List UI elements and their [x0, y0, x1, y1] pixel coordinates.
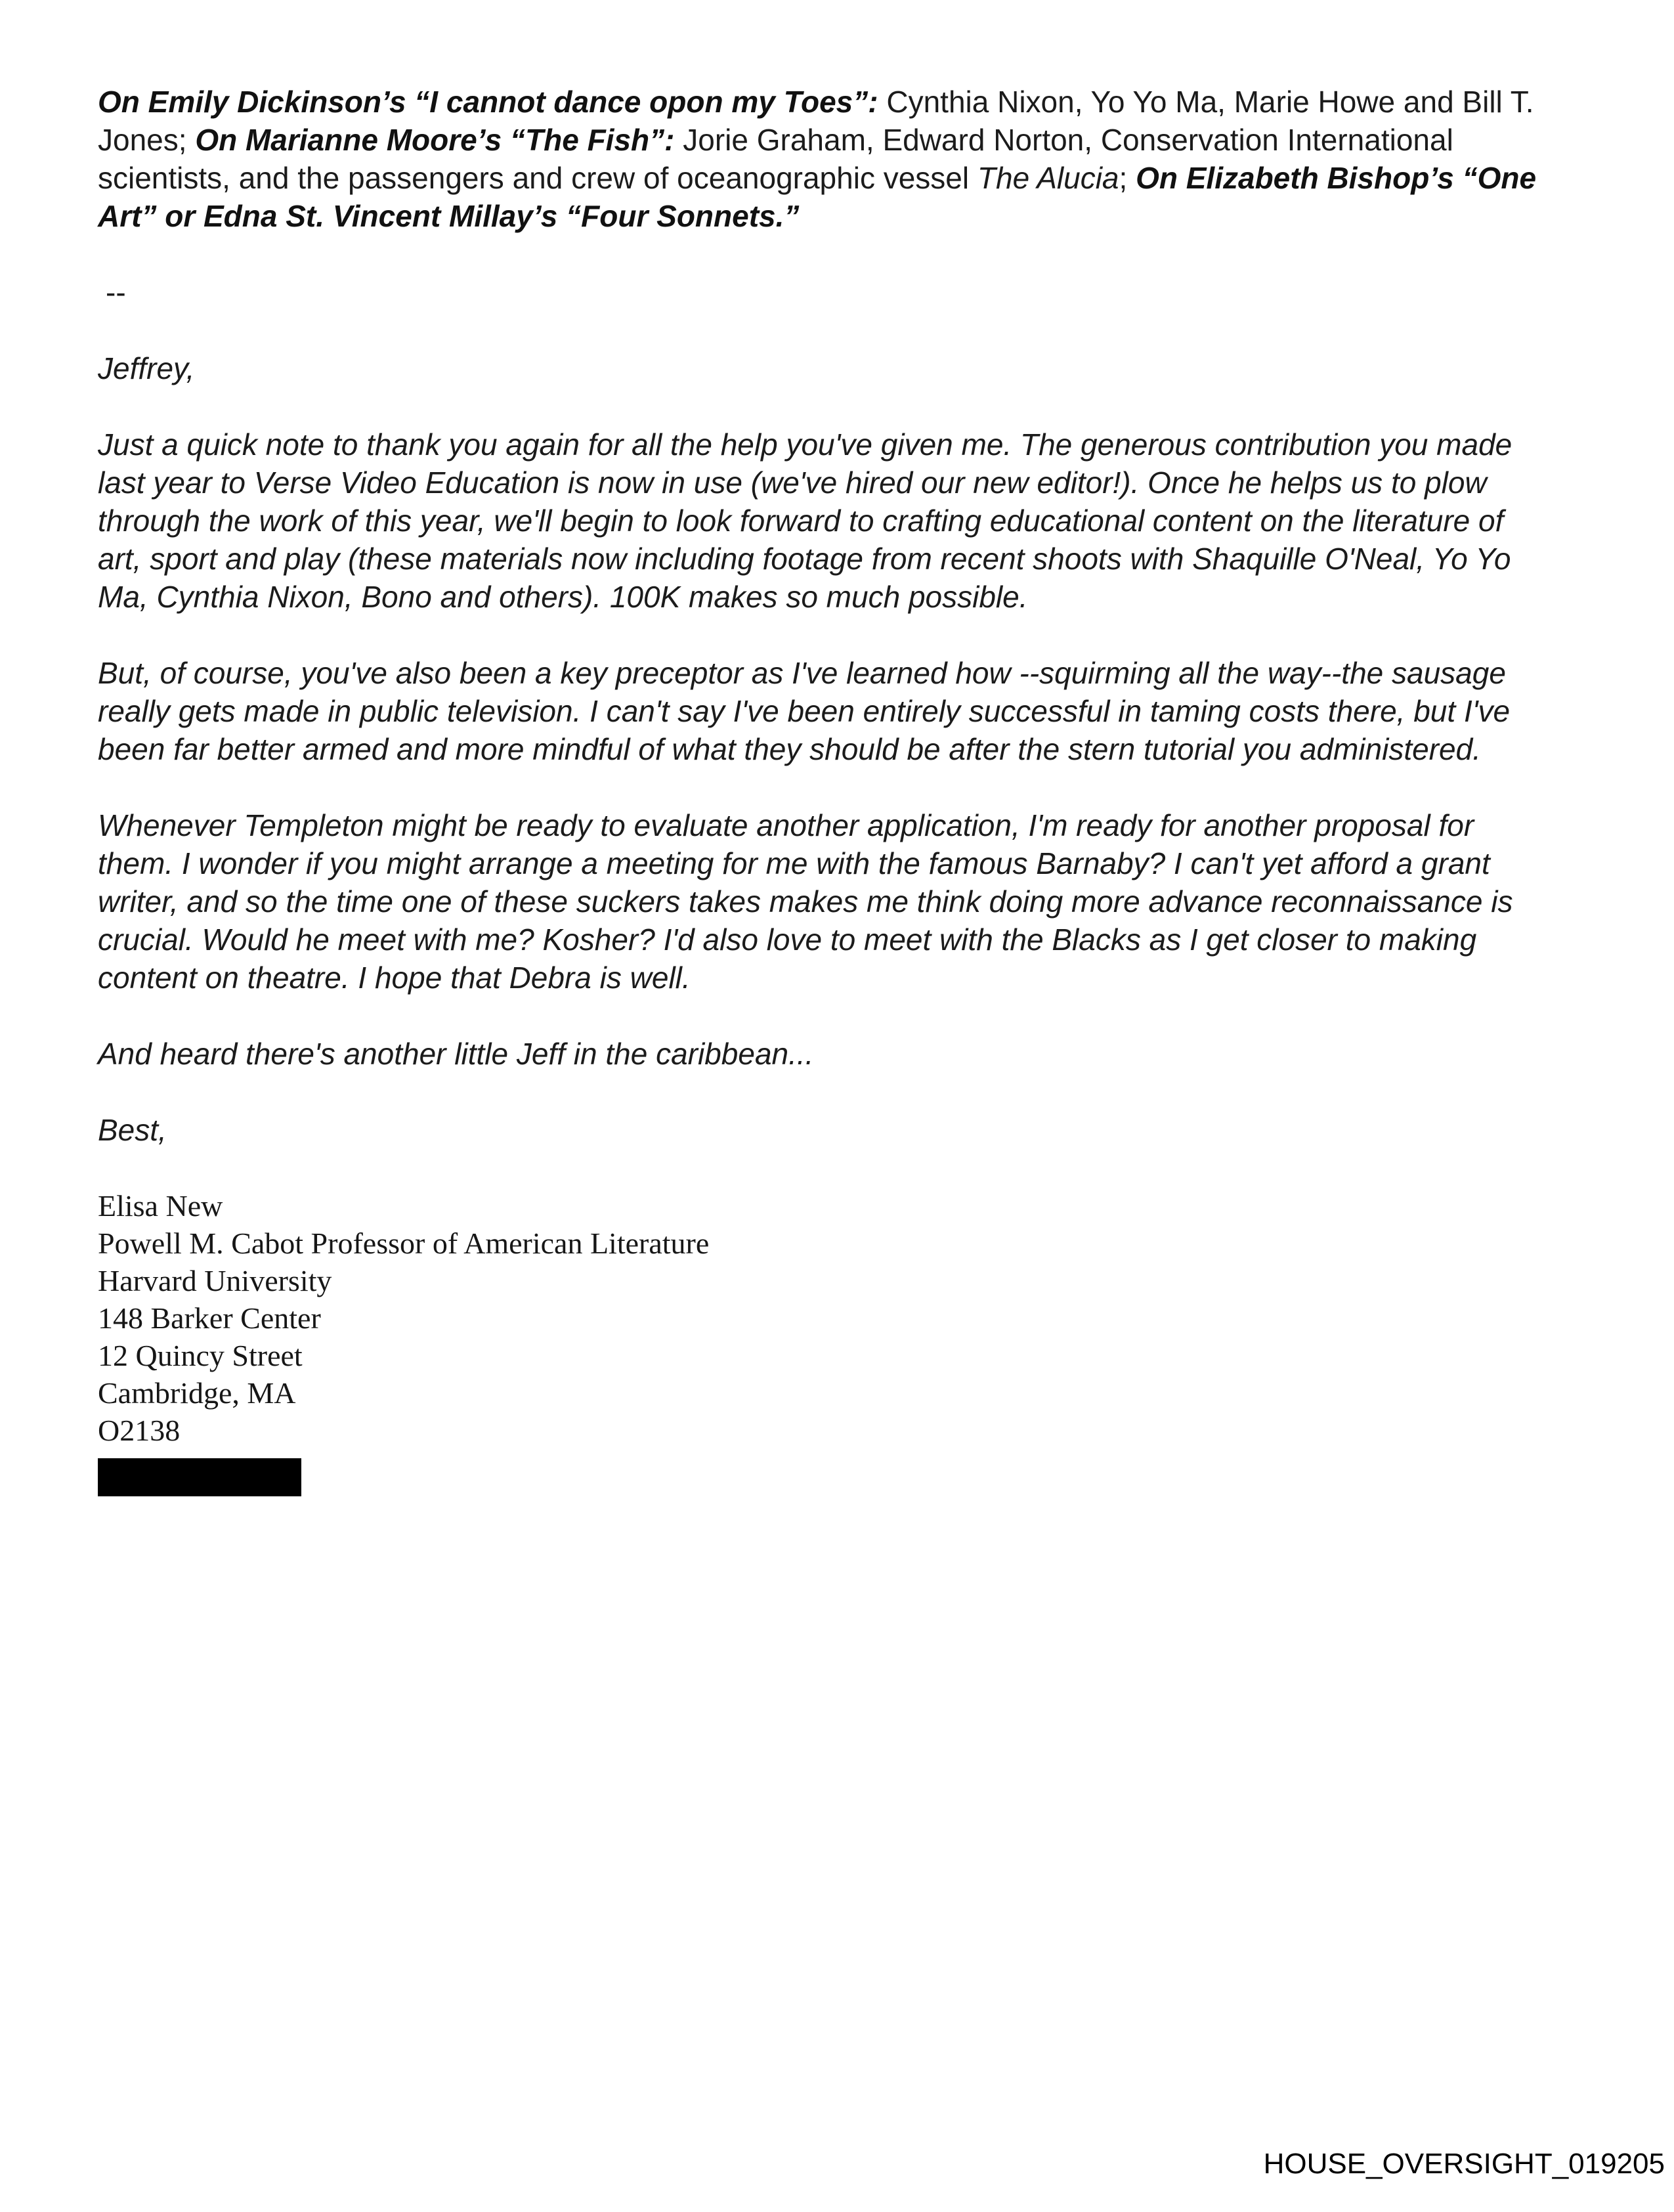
redaction-bar: [98, 1458, 301, 1496]
header-cast-dickinson: Cynthia Nixon, Yo Yo Ma, Marie Howe and Bill T. Jones;: [98, 85, 1534, 157]
signature-institution: Harvard University: [98, 1264, 332, 1297]
signature-address-line-2: 12 Quincy Street: [98, 1339, 303, 1372]
header-separator-semicolon: ;: [1119, 161, 1136, 195]
signature-zip: O2138: [98, 1414, 181, 1447]
signature-name: Elisa New: [98, 1189, 223, 1223]
vessel-name: The Alucia: [977, 161, 1119, 195]
body-paragraph-3: Whenever Templeton might be ready to evaluate another application, I'm ready for another proposal for them. I wonder if you might arrange a meeting for me with the famous Barnaby? I can't yet afford a grant writer, and so the time one of these suckers takes makes me think doing more advance reconnaissance is crucial. Would he meet with me? Kosher? I'd also love to meet with the Blacks as I get closer to making content on theatre. I hope that Debra is well.: [98, 808, 1513, 995]
letter-content: [98, 83, 1554, 1496]
closing: Best,: [98, 1113, 167, 1147]
header-title-bishop-millay: On Elizabeth Bishop’s “One Art” or Edna St. Vincent Millay’s “Four Sonnets.”: [98, 161, 1537, 233]
signature-title: Powell M. Cabot Professor of American Literature: [98, 1226, 710, 1260]
header-paragraph: [98, 83, 1554, 235]
signature-address-line-1: 148 Barker Center: [98, 1301, 321, 1335]
salutation: Jeffrey,: [98, 351, 195, 385]
body-paragraph-1: Just a quick note to thank you again for all the help you've given me. The generous contribution you made last year to Verse Video Education is now in use (we've hired our new editor!). Once he helps us to plow through the work of this year, we'll begin to look forward to crafting educational content on the literature of art, sport and play (these materials now including footage from recent shoots with Shaquille O'Neal, Yo Yo Ma, Cynthia Nixon, Bono and others). 100K makes so much possible.: [98, 427, 1513, 614]
signature-block: [98, 1187, 1554, 1449]
header-title-dickinson: On Emily Dickinson’s “I cannot dance opon my Toes”:: [98, 85, 878, 119]
header-title-moore: On Marianne Moore’s “The Fish”:: [195, 123, 675, 157]
signature-city-state: Cambridge, MA: [98, 1376, 296, 1410]
header-cast-moore: Jorie Graham, Edward Norton, Conservation International scientists, and the passengers and crew of oceanographic vessel: [98, 123, 1453, 195]
body-paragraph-2: But, of course, you've also been a key preceptor as I've learned how --squirming all the way--the sausage really gets made in public television. I can't say I've been entirely successful in taming costs there, but I've been far better armed and more mindful of what they should be after the stern tutorial you administered.: [98, 656, 1511, 766]
body-paragraph-4: And heard there's another little Jeff in the caribbean...: [98, 1037, 814, 1071]
bates-number: HOUSE_OVERSIGHT_019205: [1263, 2148, 1665, 2180]
divider-dashes: --: [106, 275, 126, 309]
